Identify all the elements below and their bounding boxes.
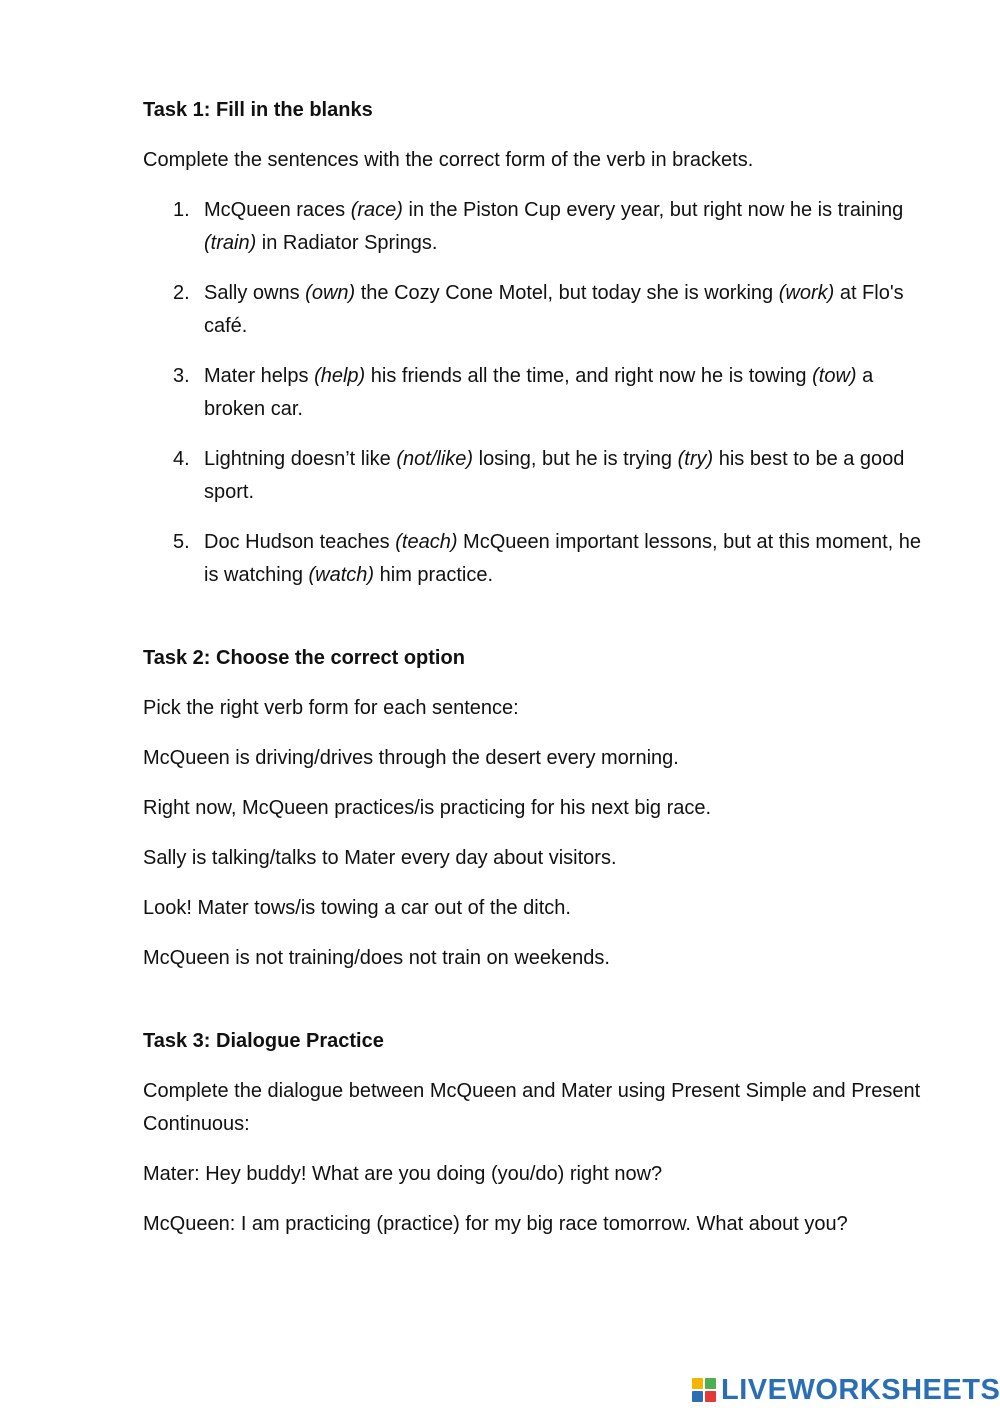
task1-instruction: Complete the sentences with the correct form of the verb in brackets.	[143, 149, 754, 171]
task2-sentence: Look! Mater tows/is towing a car out of the ditch.	[143, 897, 571, 919]
logo-block	[692, 1378, 703, 1389]
task2-heading: Task 2: Choose the correct option	[143, 647, 465, 669]
item-number: 4.	[173, 448, 190, 470]
task1-item	[143, 526, 933, 592]
item-text	[204, 282, 904, 337]
verb-hint: (help)	[314, 365, 366, 387]
sentence-text: him practice.	[374, 564, 494, 586]
task3-heading: Task 3: Dialogue Practice	[143, 1030, 384, 1052]
task2-instruction: Pick the right verb form for each sentence:	[143, 697, 519, 719]
worksheet-page	[143, 94, 933, 1258]
verb-hint: (train)	[204, 232, 257, 254]
sentence-text: in Radiator Springs.	[256, 232, 438, 254]
item-text	[204, 199, 903, 254]
verb-hint: (teach)	[395, 531, 458, 553]
task2-sentence: McQueen is driving/drives through the desert every morning.	[143, 747, 679, 769]
section-spacer	[143, 992, 933, 1025]
sentence-text: McQueen races	[204, 199, 351, 221]
sentence-text: at Flo's café.	[204, 282, 904, 337]
verb-hint: (own)	[305, 282, 356, 304]
sentence-text: Lightning doesn’t like	[204, 448, 397, 470]
logo-block	[705, 1391, 716, 1402]
sentence-text: Mater helps	[204, 365, 315, 387]
verb-hint: (work)	[778, 282, 835, 304]
sentence-text: McQueen important lessons, but at this moment, he is watching	[204, 531, 922, 586]
item-number: 2.	[173, 282, 190, 304]
sentence-text: the Cozy Cone Motel, but today she is working	[355, 282, 779, 304]
logo-block	[705, 1378, 716, 1389]
sentence-text: his friends all the time, and right now he is towing	[365, 365, 813, 387]
sentence-text: Doc Hudson teaches	[204, 531, 396, 553]
item-text	[204, 365, 873, 420]
verb-hint: (not/like)	[396, 448, 474, 470]
logo-blocks-icon	[692, 1378, 716, 1402]
sentence-text: Sally owns	[204, 282, 306, 304]
task1-list	[143, 194, 933, 592]
verb-hint: (race)	[350, 199, 403, 221]
verb-hint: (watch)	[308, 564, 375, 586]
verb-hint: (tow)	[812, 365, 857, 387]
item-text	[204, 531, 921, 586]
liveworksheets-logo	[692, 1372, 1000, 1408]
dialogue-line: McQueen: I am practicing (practice) for my big race tomorrow. What about you?	[143, 1213, 848, 1235]
dialogue-line: Mater: Hey buddy! What are you doing (you/do) right now?	[143, 1163, 663, 1185]
verb-hint: (try)	[677, 448, 714, 470]
sentence-text: losing, but he is trying	[473, 448, 678, 470]
task2-sentence: Sally is talking/talks to Mater every day about visitors.	[143, 847, 617, 869]
logo-text: LIVEWORKSHEETS	[721, 1373, 1000, 1406]
task1-item	[143, 360, 933, 426]
task1-item	[143, 443, 933, 509]
item-text	[204, 448, 904, 503]
section-spacer	[143, 609, 933, 642]
sentence-text: a broken car.	[204, 365, 874, 420]
sentence-text: his best to be a good sport.	[204, 448, 905, 503]
sentence-text: in the Piston Cup every year, but right now he is training	[402, 199, 904, 221]
task3-instruction: Complete the dialogue between McQueen and Mater using Present Simple and Present Continuous:	[143, 1080, 921, 1135]
item-number: 5.	[173, 531, 190, 553]
item-number: 1.	[173, 199, 190, 221]
item-number: 3.	[173, 365, 190, 387]
task2-sentence: McQueen is not training/does not train on weekends.	[143, 947, 610, 969]
task1-item	[143, 277, 933, 343]
logo-block	[692, 1391, 703, 1402]
task2-sentence: Right now, McQueen practices/is practicing for his next big race.	[143, 797, 712, 819]
task1-heading: Task 1: Fill in the blanks	[143, 99, 373, 121]
task1-item	[143, 194, 933, 260]
